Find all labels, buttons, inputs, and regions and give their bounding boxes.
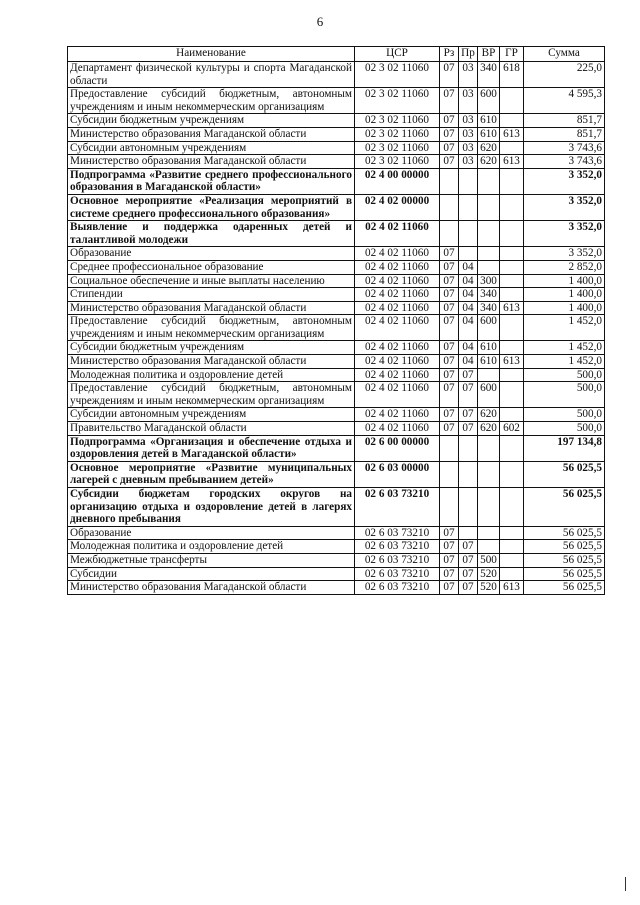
cell-vr bbox=[478, 526, 500, 540]
cell-vr bbox=[478, 435, 500, 461]
cell-rz: 07 bbox=[440, 341, 459, 355]
cell-name: Стипендии bbox=[68, 288, 355, 302]
table-row bbox=[68, 567, 605, 581]
page-number: 6 bbox=[316, 14, 324, 29]
cell-gr: 613 bbox=[500, 301, 524, 315]
cell-gr bbox=[500, 382, 524, 408]
cell-pr: 07 bbox=[459, 540, 478, 554]
cell-csr: 02 6 03 73210 bbox=[355, 526, 440, 540]
cell-rz: 07 bbox=[440, 155, 459, 169]
cell-rz: 07 bbox=[440, 315, 459, 341]
cell-rz: 07 bbox=[440, 274, 459, 288]
cell-pr: 04 bbox=[459, 355, 478, 369]
cell-name: Министерство образования Магаданской области bbox=[68, 155, 355, 169]
table-row bbox=[68, 408, 605, 422]
cell-pr: 07 bbox=[459, 581, 478, 595]
cell-vr: 620 bbox=[478, 408, 500, 422]
cell-csr: 02 6 03 00000 bbox=[355, 461, 440, 487]
table-row bbox=[68, 221, 605, 247]
cell-csr: 02 6 03 73210 bbox=[355, 540, 440, 554]
cell-pr: 03 bbox=[459, 62, 478, 88]
cell-rz: 07 bbox=[440, 382, 459, 408]
cell-name: Министерство образования Магаданской области bbox=[68, 301, 355, 315]
cell-rz: 07 bbox=[440, 553, 459, 567]
table-row bbox=[68, 194, 605, 220]
cell-sum: 56 025,5 bbox=[524, 488, 605, 527]
cell-sum: 1 400,0 bbox=[524, 301, 605, 315]
cell-rz: 07 bbox=[440, 114, 459, 128]
cell-gr bbox=[500, 114, 524, 128]
cell-sum: 1 452,0 bbox=[524, 315, 605, 341]
cell-csr: 02 4 02 11060 bbox=[355, 288, 440, 302]
cell-name: Подпрограмма «Организация и обеспечение отдыха и оздоровления детей в Магаданской области» bbox=[68, 435, 355, 461]
cell-csr: 02 6 03 73210 bbox=[355, 488, 440, 527]
cell-pr bbox=[459, 461, 478, 487]
cell-name: Министерство образования Магаданской области bbox=[68, 355, 355, 369]
cell-gr: 613 bbox=[500, 355, 524, 369]
cell-gr bbox=[500, 141, 524, 155]
cell-gr bbox=[500, 540, 524, 554]
cell-rz: 07 bbox=[440, 127, 459, 141]
cell-rz bbox=[440, 194, 459, 220]
cell-name: Основное мероприятие «Развитие муниципальных лагерей с дневным пребыванием детей» bbox=[68, 461, 355, 487]
cell-name: Субсидии бюджетным учреждениям bbox=[68, 341, 355, 355]
cell-vr: 600 bbox=[478, 88, 500, 114]
cell-rz bbox=[440, 168, 459, 194]
table-row bbox=[68, 581, 605, 595]
table-row bbox=[68, 274, 605, 288]
cell-pr: 07 bbox=[459, 553, 478, 567]
cell-pr: 07 bbox=[459, 382, 478, 408]
cell-rz: 07 bbox=[440, 301, 459, 315]
header-gr: ГР bbox=[500, 47, 524, 62]
table-body bbox=[68, 62, 605, 595]
cell-sum: 3 352,0 bbox=[524, 168, 605, 194]
cell-rz: 07 bbox=[440, 355, 459, 369]
cell-gr: 613 bbox=[500, 127, 524, 141]
table-row bbox=[68, 355, 605, 369]
cell-csr: 02 4 02 11060 bbox=[355, 260, 440, 274]
cell-pr: 04 bbox=[459, 315, 478, 341]
cell-rz: 07 bbox=[440, 247, 459, 261]
cell-name: Субсидии бюджетам городских округов на организацию отдыха и оздоровление детей в лагерях дневного пребывания bbox=[68, 488, 355, 527]
cell-pr: 04 bbox=[459, 260, 478, 274]
cell-sum: 2 852,0 bbox=[524, 260, 605, 274]
cell-name: Социальное обеспечение и иные выплаты населению bbox=[68, 274, 355, 288]
table-row bbox=[68, 341, 605, 355]
cell-name: Молодежная политика и оздоровление детей bbox=[68, 540, 355, 554]
cell-sum: 3 352,0 bbox=[524, 247, 605, 261]
cell-csr: 02 3 02 11060 bbox=[355, 155, 440, 169]
cell-pr: 04 bbox=[459, 341, 478, 355]
cell-gr: 613 bbox=[500, 581, 524, 595]
cell-pr: 03 bbox=[459, 141, 478, 155]
cell-sum: 3 743,6 bbox=[524, 141, 605, 155]
cell-gr bbox=[500, 567, 524, 581]
cell-name: Министерство образования Магаданской области bbox=[68, 127, 355, 141]
cell-gr: 602 bbox=[500, 422, 524, 436]
cell-vr: 340 bbox=[478, 301, 500, 315]
cell-gr bbox=[500, 435, 524, 461]
cell-vr: 500 bbox=[478, 553, 500, 567]
table-row bbox=[68, 127, 605, 141]
cell-name: Образование bbox=[68, 247, 355, 261]
cell-rz: 07 bbox=[440, 581, 459, 595]
cell-sum: 851,7 bbox=[524, 114, 605, 128]
table-row bbox=[68, 168, 605, 194]
header-name: Наименование bbox=[68, 47, 355, 62]
cell-csr: 02 3 02 11060 bbox=[355, 62, 440, 88]
header-pr: Пр bbox=[459, 47, 478, 62]
header-sum: Сумма bbox=[524, 47, 605, 62]
cell-pr: 03 bbox=[459, 155, 478, 169]
table-row bbox=[68, 422, 605, 436]
table-row bbox=[68, 247, 605, 261]
cell-name: Предоставление субсидий бюджетным, автономным учреждениям и иным некоммерческим организациям bbox=[68, 315, 355, 341]
cell-sum: 3 743,6 bbox=[524, 155, 605, 169]
cell-pr bbox=[459, 435, 478, 461]
cell-pr: 07 bbox=[459, 368, 478, 382]
cell-pr: 04 bbox=[459, 274, 478, 288]
cell-csr: 02 4 02 11060 bbox=[355, 301, 440, 315]
cell-pr: 07 bbox=[459, 408, 478, 422]
cell-csr: 02 4 02 11060 bbox=[355, 315, 440, 341]
cell-rz bbox=[440, 435, 459, 461]
cell-rz bbox=[440, 488, 459, 527]
cell-vr: 610 bbox=[478, 355, 500, 369]
table-row bbox=[68, 461, 605, 487]
cell-csr: 02 4 02 11060 bbox=[355, 408, 440, 422]
table-header-row bbox=[68, 47, 605, 62]
cell-pr bbox=[459, 247, 478, 261]
cell-rz bbox=[440, 221, 459, 247]
cell-gr bbox=[500, 553, 524, 567]
cell-name: Субсидии автономным учреждениям bbox=[68, 408, 355, 422]
cell-name: Субсидии бюджетным учреждениям bbox=[68, 114, 355, 128]
cell-csr: 02 3 02 11060 bbox=[355, 114, 440, 128]
cell-rz: 07 bbox=[440, 540, 459, 554]
cell-vr: 610 bbox=[478, 127, 500, 141]
cell-name: Молодежная политика и оздоровление детей bbox=[68, 368, 355, 382]
table-row bbox=[68, 260, 605, 274]
cell-gr bbox=[500, 368, 524, 382]
cell-sum: 500,0 bbox=[524, 368, 605, 382]
cell-pr bbox=[459, 168, 478, 194]
cell-name: Субсидии автономным учреждениям bbox=[68, 141, 355, 155]
cell-sum: 1 400,0 bbox=[524, 274, 605, 288]
cell-csr: 02 4 00 00000 bbox=[355, 168, 440, 194]
table-row bbox=[68, 114, 605, 128]
cell-name: Выявление и поддержка одаренных детей и талантливой молодежи bbox=[68, 221, 355, 247]
cell-vr bbox=[478, 488, 500, 527]
cell-sum: 56 025,5 bbox=[524, 540, 605, 554]
cell-vr: 620 bbox=[478, 155, 500, 169]
cell-csr: 02 3 02 11060 bbox=[355, 127, 440, 141]
cell-name: Образование bbox=[68, 526, 355, 540]
cell-vr: 340 bbox=[478, 62, 500, 88]
cell-pr: 03 bbox=[459, 88, 478, 114]
cell-csr: 02 4 02 00000 bbox=[355, 194, 440, 220]
cell-gr bbox=[500, 341, 524, 355]
table-row bbox=[68, 488, 605, 527]
cell-sum: 1 452,0 bbox=[524, 341, 605, 355]
cell-gr: 618 bbox=[500, 62, 524, 88]
table-row bbox=[68, 435, 605, 461]
table-row bbox=[68, 301, 605, 315]
cell-name: Предоставление субсидий бюджетным, автономным учреждениям и иным некоммерческим организациям bbox=[68, 88, 355, 114]
cell-name: Департамент физической культуры и спорта Магаданской области bbox=[68, 62, 355, 88]
header-vr: ВР bbox=[478, 47, 500, 62]
budget-table bbox=[67, 46, 605, 595]
cell-name: Межбюджетные трансферты bbox=[68, 553, 355, 567]
cell-vr: 600 bbox=[478, 315, 500, 341]
cell-vr bbox=[478, 540, 500, 554]
cell-vr: 300 bbox=[478, 274, 500, 288]
cell-name: Субсидии bbox=[68, 567, 355, 581]
table-row bbox=[68, 553, 605, 567]
cell-csr: 02 4 02 11060 bbox=[355, 274, 440, 288]
cell-rz bbox=[440, 461, 459, 487]
cell-gr bbox=[500, 194, 524, 220]
cell-vr bbox=[478, 368, 500, 382]
cell-gr bbox=[500, 288, 524, 302]
cell-name: Министерство образования Магаданской области bbox=[68, 581, 355, 595]
header-csr: ЦСР bbox=[355, 47, 440, 62]
cell-csr: 02 4 02 11060 bbox=[355, 221, 440, 247]
cell-rz: 07 bbox=[440, 422, 459, 436]
cell-vr: 610 bbox=[478, 114, 500, 128]
table-row bbox=[68, 315, 605, 341]
cell-csr: 02 4 02 11060 bbox=[355, 422, 440, 436]
cell-gr bbox=[500, 260, 524, 274]
cell-gr bbox=[500, 88, 524, 114]
cell-csr: 02 4 02 11060 bbox=[355, 341, 440, 355]
cell-rz: 07 bbox=[440, 408, 459, 422]
cell-name: Правительство Магаданской области bbox=[68, 422, 355, 436]
cell-gr bbox=[500, 274, 524, 288]
cell-sum: 851,7 bbox=[524, 127, 605, 141]
cell-csr: 02 6 00 00000 bbox=[355, 435, 440, 461]
table-row bbox=[68, 368, 605, 382]
cell-csr: 02 3 02 11060 bbox=[355, 141, 440, 155]
cell-vr bbox=[478, 260, 500, 274]
cell-sum: 197 134,8 bbox=[524, 435, 605, 461]
cell-csr: 02 6 03 73210 bbox=[355, 553, 440, 567]
cell-gr bbox=[500, 221, 524, 247]
cell-sum: 56 025,5 bbox=[524, 581, 605, 595]
cell-rz: 07 bbox=[440, 141, 459, 155]
margin-mark bbox=[625, 877, 626, 891]
cell-pr bbox=[459, 221, 478, 247]
cell-rz: 07 bbox=[440, 368, 459, 382]
cell-csr: 02 4 02 11060 bbox=[355, 382, 440, 408]
cell-gr bbox=[500, 315, 524, 341]
cell-csr: 02 4 02 11060 bbox=[355, 368, 440, 382]
cell-rz: 07 bbox=[440, 288, 459, 302]
cell-sum: 225,0 bbox=[524, 62, 605, 88]
cell-gr bbox=[500, 526, 524, 540]
cell-csr: 02 4 02 11060 bbox=[355, 355, 440, 369]
cell-vr: 620 bbox=[478, 141, 500, 155]
cell-rz: 07 bbox=[440, 62, 459, 88]
cell-name: Подпрограмма «Развитие среднего профессионального образования в Магаданской области» bbox=[68, 168, 355, 194]
cell-gr: 613 bbox=[500, 155, 524, 169]
cell-gr bbox=[500, 461, 524, 487]
cell-vr bbox=[478, 221, 500, 247]
cell-sum: 3 352,0 bbox=[524, 221, 605, 247]
cell-gr bbox=[500, 168, 524, 194]
cell-rz: 07 bbox=[440, 567, 459, 581]
cell-gr bbox=[500, 488, 524, 527]
table-row bbox=[68, 526, 605, 540]
table-row bbox=[68, 62, 605, 88]
table-row bbox=[68, 540, 605, 554]
cell-vr: 620 bbox=[478, 422, 500, 436]
cell-sum: 56 025,5 bbox=[524, 567, 605, 581]
cell-vr bbox=[478, 461, 500, 487]
table-row bbox=[68, 288, 605, 302]
cell-sum: 56 025,5 bbox=[524, 461, 605, 487]
cell-sum: 500,0 bbox=[524, 422, 605, 436]
cell-sum: 500,0 bbox=[524, 408, 605, 422]
cell-csr: 02 3 02 11060 bbox=[355, 88, 440, 114]
cell-pr: 04 bbox=[459, 301, 478, 315]
cell-vr bbox=[478, 168, 500, 194]
cell-rz: 07 bbox=[440, 88, 459, 114]
cell-sum: 56 025,5 bbox=[524, 526, 605, 540]
cell-vr bbox=[478, 194, 500, 220]
cell-sum: 500,0 bbox=[524, 382, 605, 408]
cell-csr: 02 4 02 11060 bbox=[355, 247, 440, 261]
cell-name: Предоставление субсидий бюджетным, автономным учреждениям и иным некоммерческим организациям bbox=[68, 382, 355, 408]
cell-sum: 1 452,0 bbox=[524, 355, 605, 369]
cell-pr: 07 bbox=[459, 422, 478, 436]
cell-pr bbox=[459, 526, 478, 540]
cell-gr bbox=[500, 247, 524, 261]
cell-vr: 520 bbox=[478, 581, 500, 595]
cell-pr: 07 bbox=[459, 567, 478, 581]
cell-pr: 03 bbox=[459, 114, 478, 128]
cell-sum: 3 352,0 bbox=[524, 194, 605, 220]
cell-gr bbox=[500, 408, 524, 422]
cell-vr: 610 bbox=[478, 341, 500, 355]
cell-sum: 4 595,3 bbox=[524, 88, 605, 114]
table-row bbox=[68, 141, 605, 155]
table-row bbox=[68, 155, 605, 169]
cell-sum: 1 400,0 bbox=[524, 288, 605, 302]
cell-vr: 600 bbox=[478, 382, 500, 408]
cell-csr: 02 6 03 73210 bbox=[355, 581, 440, 595]
cell-pr: 03 bbox=[459, 127, 478, 141]
cell-name: Среднее профессиональное образование bbox=[68, 260, 355, 274]
cell-rz: 07 bbox=[440, 260, 459, 274]
table-row bbox=[68, 88, 605, 114]
cell-vr: 520 bbox=[478, 567, 500, 581]
cell-rz: 07 bbox=[440, 526, 459, 540]
cell-pr: 04 bbox=[459, 288, 478, 302]
header-rz: Рз bbox=[440, 47, 459, 62]
cell-vr bbox=[478, 247, 500, 261]
cell-sum: 56 025,5 bbox=[524, 553, 605, 567]
cell-name: Основное мероприятие «Реализация мероприятий в системе среднего профессионального образования» bbox=[68, 194, 355, 220]
cell-pr bbox=[459, 488, 478, 527]
cell-pr bbox=[459, 194, 478, 220]
cell-csr: 02 6 03 73210 bbox=[355, 567, 440, 581]
cell-vr: 340 bbox=[478, 288, 500, 302]
table-row bbox=[68, 382, 605, 408]
